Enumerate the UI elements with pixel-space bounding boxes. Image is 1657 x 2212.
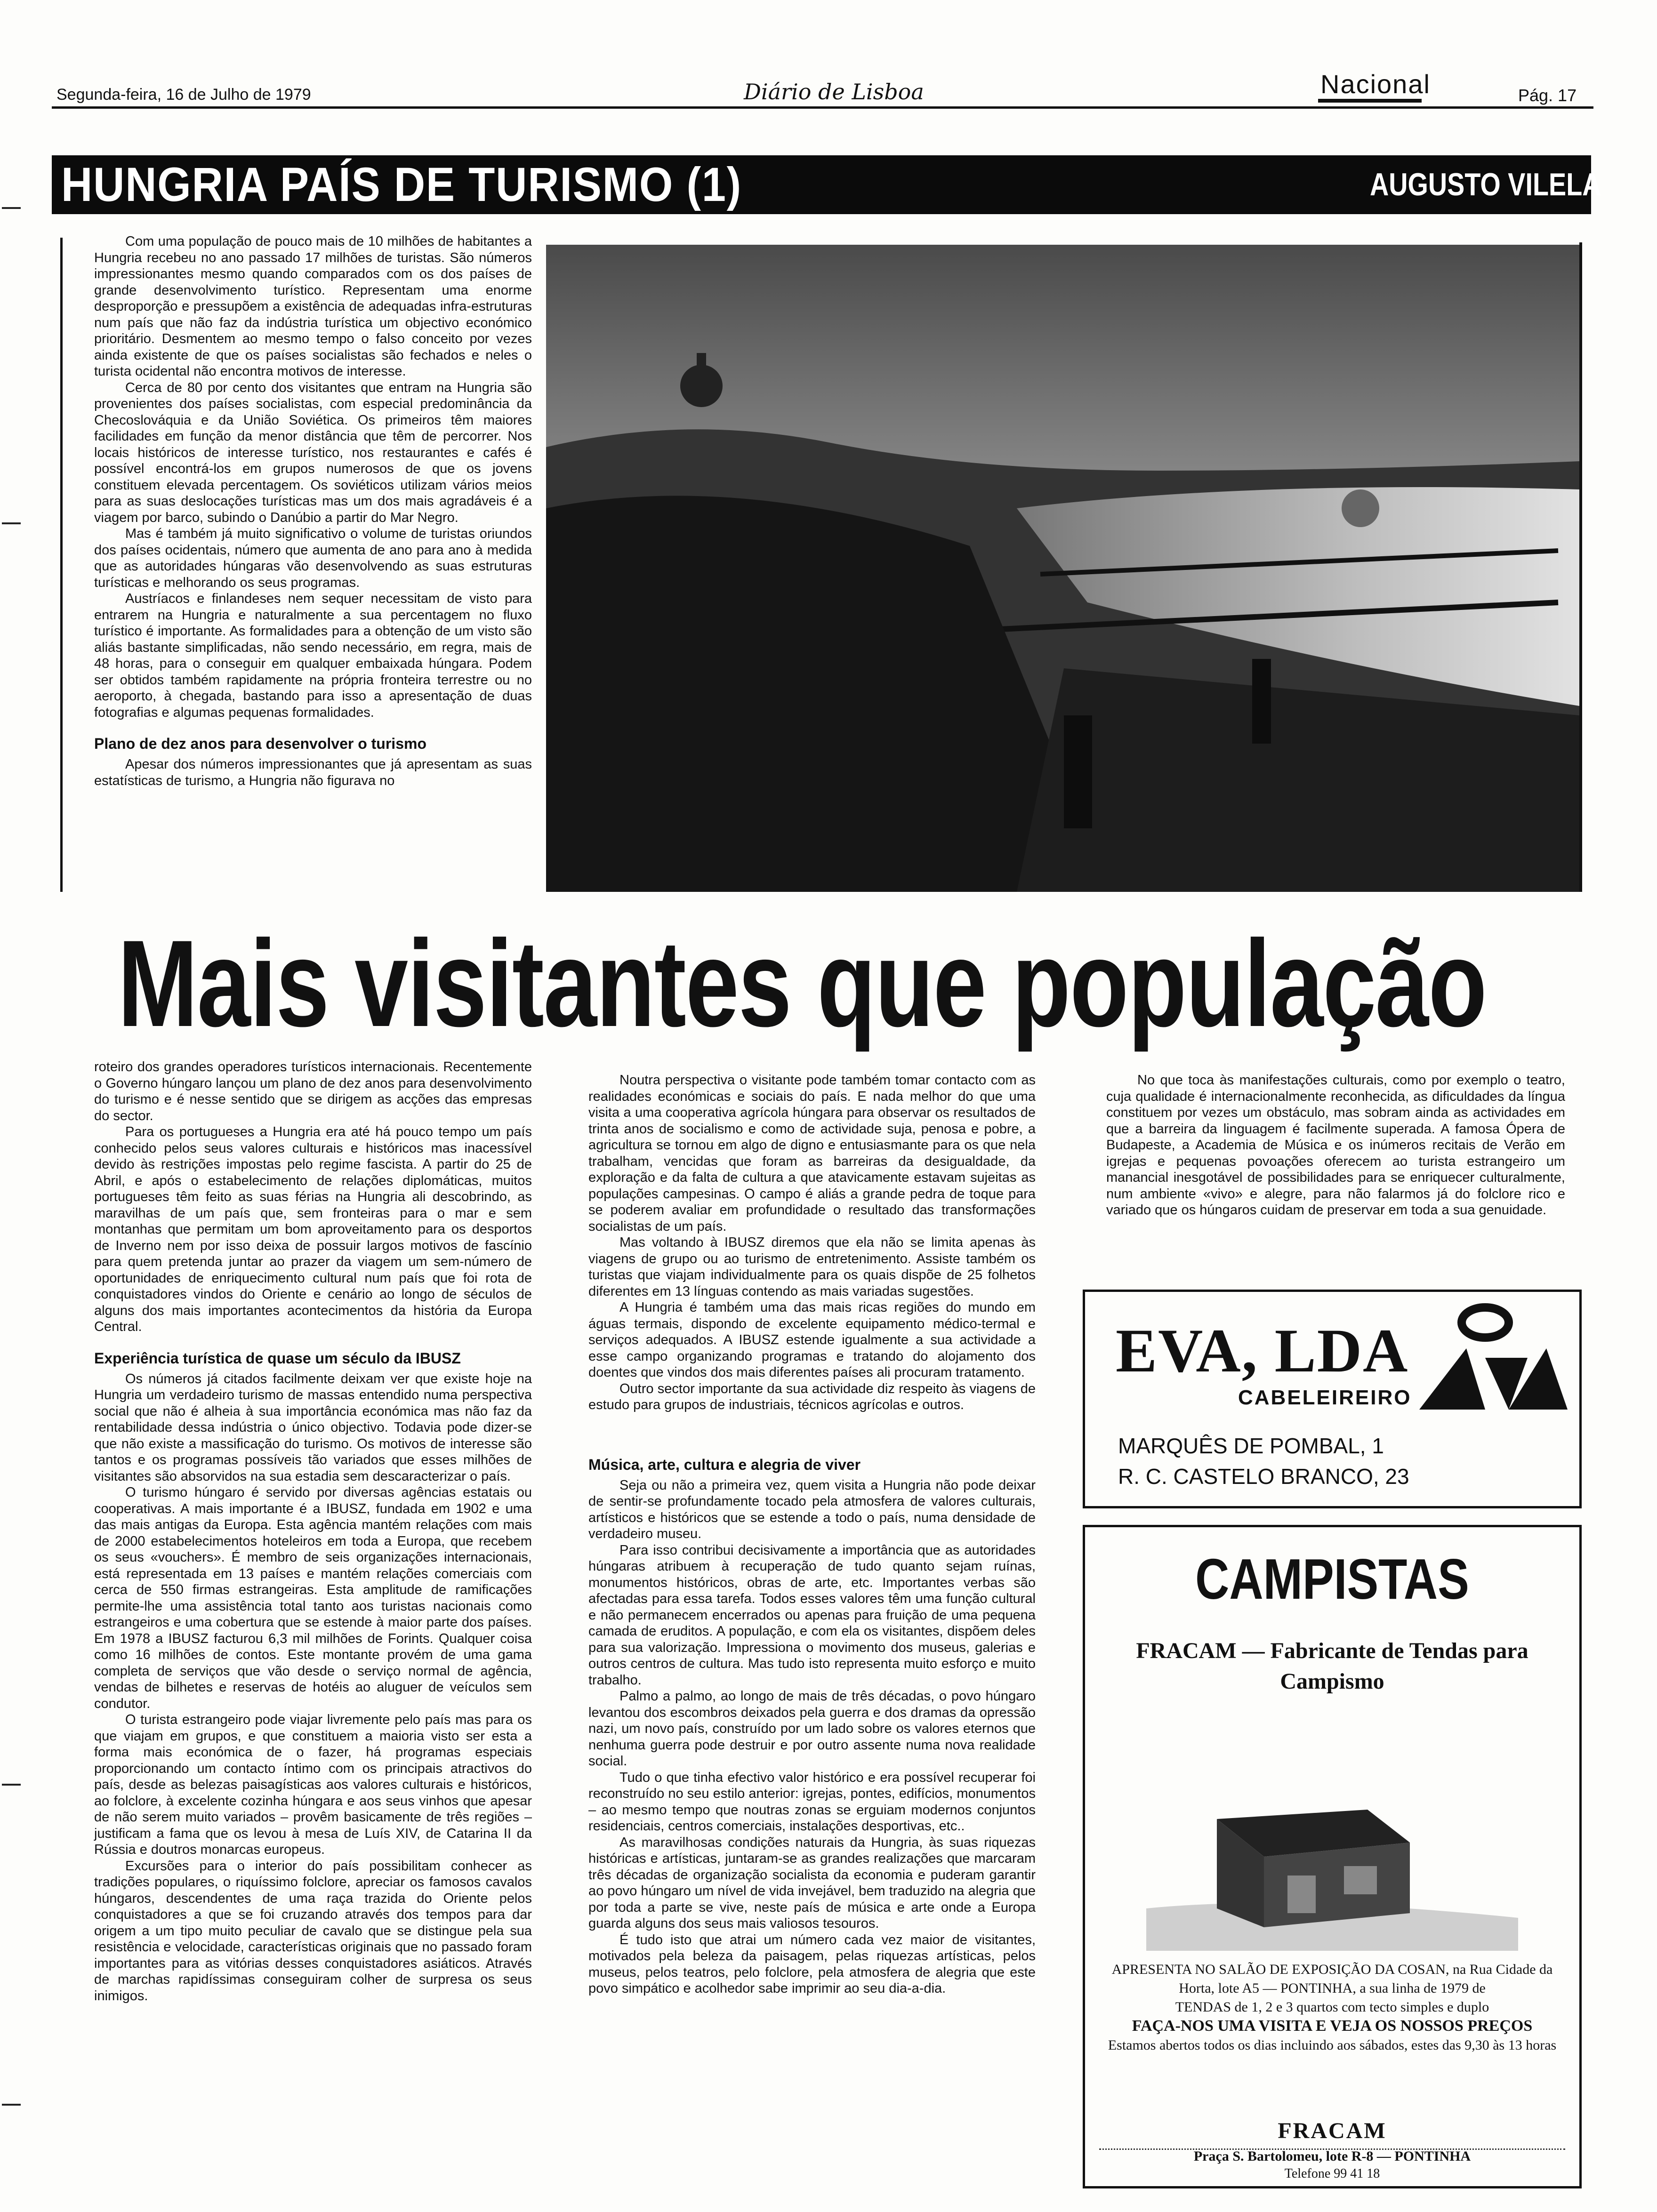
paragraph: roteiro dos grandes operadores turísticos internacionais. Recentemente o Governo húngaro lançou um plano de dez anos para desenvolvimento do turismo e é nesse sentido que se dirigem as acções das empresas do sector. [94, 1059, 532, 1123]
paragraph: Os números já citados facilmente deixam ver que existe hoje na Hungria um verdadeiro turismo de massas entendido numa perspectiva social que não é alheia à sua importância económica mas não faz da rentabilidade dessa indústria o único objectivo. Todavia pode dizer-se que não existe a massificação do turismo. Os motivos de interesse são tantos e os programas possíveis tão variados que esses milhões de visitantes são absorvidos na sua estadia sem descaracterizar o país. [94, 1371, 532, 1484]
column-rule [60, 238, 63, 892]
campistas-text [1104, 2017, 1560, 2036]
column-rule [1579, 242, 1582, 892]
paragraph: Mas voltando à IBUSZ diremos que ela não se limita apenas às viagens de grupo ou ao turismo de entretenimento. Assiste também os turistas que viajam individualmente para os quais dispõe de 25 folhetos diferentes em 13 línguas contendo as mais variadas sugestões. [588, 1235, 1036, 1299]
paragraph: Austríacos e finlandeses nem sequer necessitam de visto para entrarem na Hungria e naturalmente a sua percentagem no fluxo turístico é importante. As formalidades para a obtenção de um visto são aliás bastante simplificadas, não sendo necessário, em regra, mais de 48 horas, para o conseguir em qualquer embaixada húngara. Podem ser obtidos também rapidamente na própria fronteira terrestre ou no aeroporto, à chegada, bastando para isso a apresentação de duas fotografias e algumas pequenas formalidades. [94, 591, 532, 720]
budapest-photo [546, 245, 1579, 892]
paragraph: Para os portugueses a Hungria era até há pouco tempo um país conhecido pelos seus valores culturais e históricos mas inacessível devido às restrições impostas pelo regime fascista. A partir do 25 de Abril, e após o estabelecimento de relações diplomáticas, muitos portugueses têm feito as suas férias na Hungria ali descobrindo, as maravilhas de um país que, sem fronteiras para o mar e sem montanhas que permitam um bom aproveitamento para os desportos de Inverno nem por isso deixa de possuir largos motivos de fascínio para quem pretenda juntar ao prazer da viagem um sem-número de oportunidades de enriquecimento cultural num país que foi rota de conquistadores vindos do Oriente e cenário ao longo de séculos de alguns dos mais importantes acontecimentos da história da Europa Central. [94, 1124, 532, 1334]
eva-business-type: CABELEIREIRO [1238, 1386, 1412, 1409]
paragraph: No que toca às manifestações culturais, como por exemplo o teatro, cuja qualidade é internacionalmente reconhecida, as dificuldades da língua constituem por vezes um obstáculo, mas sobram ainda as actividades em que a barreira da linguagem é facilmente superada. A famosa Ópera de Budapeste, a Academia de Música e os inúmeros recitais de Verão em igrejas e pequenas povoações oferecem ao turista estrangeiro um manancial inesgotável de possibilidades para se enriquecer culturalmente, num ambiente «vivo» e alegre, para não falarmos já do folclore rico e variado que os húngaros cuidam de preservar em toda a sua genuidade. [1106, 1073, 1565, 1218]
eva-address-line-2: R. C. CASTELO BRANCO, 23 [1118, 1464, 1409, 1489]
margin-mark [2, 522, 21, 524]
campistas-subtitle: FRACAM — Fabricante de Tendas para [1136, 1638, 1528, 1663]
paragraph: O turista estrangeiro pode viajar livremente pelo país mas para os que viajam em grupos, e que constituem a maioria visto ser esta a forma mais económica de o fazer, há programas especiais proporcionando um contacto íntimo com os principais atractivos do país, desde as belezas paisagísticas aos valores culturais e históricos, ao folclore, à excelente cozinha húngara e aos seus vinhos que apesar de não serem muito variados – provêm basicamente de três regiões – justificam a fama que os levou à mesa de Luís XIV, de Catarina II da Rússia e doutros monarcas europeus. [94, 1712, 532, 1857]
paragraph: O turismo húngaro é servido por diversas agências estatais ou cooperativas. A mais importante é a IBUSZ, fundada em 1902 e uma das mais antigas da Europa. Esta agência mantém relações com mais de 2000 estabelecimentos hoteleiros em toda a Europa, que recebem os seus «vouchers». É membro de seis organizações internacionais, está representada em 13 países e mantém relações comerciais com cerca de 550 firmas estrangeiras. Esta amplitude de ramificações permite-lhe uma assistência total tanto aos turistas nacionais como estrangeiros e uma cobertura que se estende à maior parte dos países. Em 1978 a IBUSZ facturou 6,3 mil milhões de Forints. Qualquer coisa como 16 milhões de contos. Este montante provém de uma gama completa de serviços que vão desde o serviço normal de agência, vendas de bilhetes e reservas de hotéis ao aluguer de veículos sem condutor. [94, 1485, 532, 1711]
margin-mark [2, 207, 21, 209]
campistas-description [1104, 1960, 1560, 2055]
subheading: Experiência turística de quase um século da IBUSZ [94, 1349, 461, 1367]
article-headline: Mais visitantes que população [118, 914, 1487, 1052]
campistas-subtitle: Campismo [1280, 1669, 1384, 1694]
paragraph: Com uma população de pouco mais de 10 milhões de habitantes a Hungria recebeu no ano passado 17 milhões de turistas. São números impressionantes mesmo quando comparados com os dos países de grande desenvolvimento turístico. Representam uma enorme desproporção e pressupõem a existência de adequadas infra-estruturas num país que não faz da indústria turística um objectivo económico prioritário. Desmentem ao mesmo tempo o falso conceito por vezes ainda existente de que os países socialistas são fechados e neles o turista ocidental não encontra motivos de interesse. [94, 234, 532, 379]
subheading: Música, arte, cultura e alegria de viver [588, 1456, 861, 1473]
paragraph: Seja ou não a primeira vez, quem visita a Hungria não pode deixar de sentir-se profundamente tocado pela atmosfera de valores culturais, artísticos e históricos que se estende a todo o país, numa densidade de verdadeiro museu. [588, 1477, 1036, 1541]
paragraph: Excursões para o interior do país possibilitam conhecer as tradições populares, o riquíssimo folclore, apreciar os famosos cavalos húngaros, descendentes de uma raça trazida do Oriente pelos conquistadores a que se foi cruzando através dos tempos para dar origem a um tipo muito peculiar de cavalo que se distingue pela sua resistência e velocidade, características originais que no passado foram importantes para as vitórias desses conquistadores asiáticos. Através de marchas rapidíssimas conseguiram colher de surpresa os seus inimigos. [94, 1858, 532, 2004]
page-number: Pág. 17 [1518, 86, 1577, 105]
paragraph: Palmo a palmo, ao longo de mais de três décadas, o povo húngaro levantou dos escombros deixados pela guerra e dos dramas da opressão nazi, um novo país, construído por um lado sobre os valores eternos que nenhuma guerra pode destruir e por outro assente numa nova realidade social. [588, 1689, 1036, 1769]
author-name: AUGUSTO VILELA [1370, 167, 1601, 202]
subheading: Plano de dez anos para desenvolver o turismo [94, 735, 426, 752]
campistas-call-to-action: FAÇA-NOS UMA VISITA E VEJA OS NOSSOS PREÇOS [1132, 2017, 1533, 2035]
newspaper-name: Diário de Lisboa [744, 79, 924, 104]
article-column-4 [1106, 1072, 1565, 1218]
campistas-brand: FRACAM [1278, 2118, 1387, 2143]
campistas-text: TENDAS de 1, 2 e 3 quartos com tecto simples e duplo [1175, 1999, 1489, 2015]
eva-advertisement [1083, 1290, 1582, 1508]
campistas-advertisement [1083, 1525, 1582, 2188]
campistas-phone: Telefone 99 41 18 [1284, 2166, 1380, 2181]
paragraph: Para isso contribui decisivamente a importância que as autoridades húngaras atribuem à recuperação de tudo quanto sejam ruínas, monumentos históricos, obras de arte, etc. Importantes verbas são afectadas para essa tarefa. Todos esses valores têm uma função cultural e não permanecem encerrados ou apenas para fruição de uma pequena camada de eruditos. A população, e com ela os visitantes, dispõem deles para sua valorização. Impressiona o movimento dos museus, galerias e outros centros de cultura. Mas tudo isto representa muito esforço e muito trabalho. [588, 1542, 1036, 1688]
series-title: HUNGRIA PAÍS DE TURISMO (1) [61, 158, 742, 211]
paragraph: A Hungria é também uma das mais ricas regiões do mundo em águas termais, dispondo de excelente equipamento médico-termal e serviços adequados. A IBUSZ estende igualmente a sua actividade a esse campo organizando programas e tratando do alojamento dos doentes que vindos dos mais diferentes países ali procuram tratamento. [588, 1300, 1036, 1380]
masthead-rule [52, 106, 1593, 109]
paragraph: Cerca de 80 por cento dos visitantes que entram na Hungria são provenientes dos países socialistas, com especial predominância da Checoslováquia e da União Soviética. Os primeiros têm maiores facilidades em função da menor distância que têm de percorrer. Nos locais históricos de interesse turístico, nos restaurantes e cafés é possível encontrá-los em grupos numerosos de que os jovens constituem elevada percentagem. Os soviéticos utilizam vários meios para as suas deslocações turísticas mas um dos mais agradáveis é a viagem por barco, subindo o Danúbio a partir do Mar Negro. [94, 380, 532, 525]
paragraph: Tudo o que tinha efectivo valor histórico e era possível recuperar foi reconstruído no seu estilo anterior: igrejas, pontes, edifícios, monumentos – ao mesmo tempo que noutras zonas se erguiam modernos conjuntos residenciais, centros comerciais, instalações desportivas, etc.. [588, 1770, 1036, 1834]
margin-mark [2, 1784, 21, 1786]
paragraph: Outro sector importante da sua actividade diz respeito às viagens de estudo para grupos de industriais, técnicos agrícolas e outros. [588, 1381, 1036, 1412]
section-name: Nacional [1320, 69, 1431, 99]
paragraph: As maravilhosas condições naturais da Hungria, às suas riquezas históricas e artísticas, juntaram-se as grandes realizações que marcaram três décadas de organização socialista da economia e puderam garantir ao povo húngaro um nível de vida invejável, bem traduzido na alegria que por toda a parte se vive, neste país de música e arte onde a Europa guarda alguns dos seus mais valiosos tesouros. [588, 1835, 1036, 1931]
tent-photo [1146, 1753, 1518, 1951]
campistas-text: Estamos abertos todos os dias incluindo aos sábados, estes das 9,30 às 13 horas [1108, 2037, 1557, 2053]
eva-logo-icon [1415, 1301, 1570, 1414]
eva-brand-name: EVA, LDA [1116, 1316, 1409, 1385]
campistas-title: CAMPISTAS [1195, 1547, 1469, 1611]
issue-date: Segunda-feira, 16 de Julho de 1979 [56, 86, 311, 104]
section-underline [1318, 99, 1422, 103]
article-column-3 [588, 1072, 1036, 1997]
paragraph: Mas é também já muito significativo o volume de turistas oriundos dos países ocidentais, número que aumenta de ano para ano à medida que as autoridades húngaras vão desenvolvendo as suas estruturas turísticas e melhorando os seus programas. [94, 526, 532, 590]
campistas-address: Praça S. Bartolomeu, lote R-8 — PONTINHA [1193, 2148, 1471, 2164]
paragraph: Apesar dos números impressionantes que já apresentam as suas estatísticas de turismo, a Hungria não figurava no [94, 757, 532, 788]
campistas-text: APRESENTA NO SALÃO DE EXPOSIÇÃO DA COSAN, na Rua Cidade da Horta, lote A5 — PONTINHA, a sua linha de 1979 de [1111, 1962, 1553, 1996]
paragraph: Noutra perspectiva o visitante pode também tomar contacto com as realidades económicas e sociais do país. E nada melhor do que uma visita a uma cooperativa agrícola húngara para observar os resultados de trinta anos de socialismo e como de actividade suja, penosa e pobre, a agricultura se tornou em algo de digno e entusiasmante para os que nela trabalham, vencidas que foram as barreiras da desigualdade, da exploração e da falta de cultura a que atavicamente estavam sujeitas as populações campesinas. O campo é aliás a grande pedra de toque para se poderem avaliar em profundidade o resultado das transformações socialistas de um país. [588, 1073, 1036, 1234]
eva-address-line-1: MARQUÊS DE POMBAL, 1 [1118, 1434, 1384, 1458]
paragraph: É tudo isto que atrai um número cada vez maior de visitantes, motivados pela beleza da paisagem, pelas riquezas artísticas, pelos museus, pelos teatros, pelo folclore, pela atmosfera de alegria que este povo simpático e acolhedor sabe imprimir ao seu dia-a-dia. [588, 1932, 1036, 1996]
article-column-2 [94, 1059, 532, 2004]
margin-mark [2, 2104, 21, 2106]
article-column-1 [94, 233, 532, 789]
